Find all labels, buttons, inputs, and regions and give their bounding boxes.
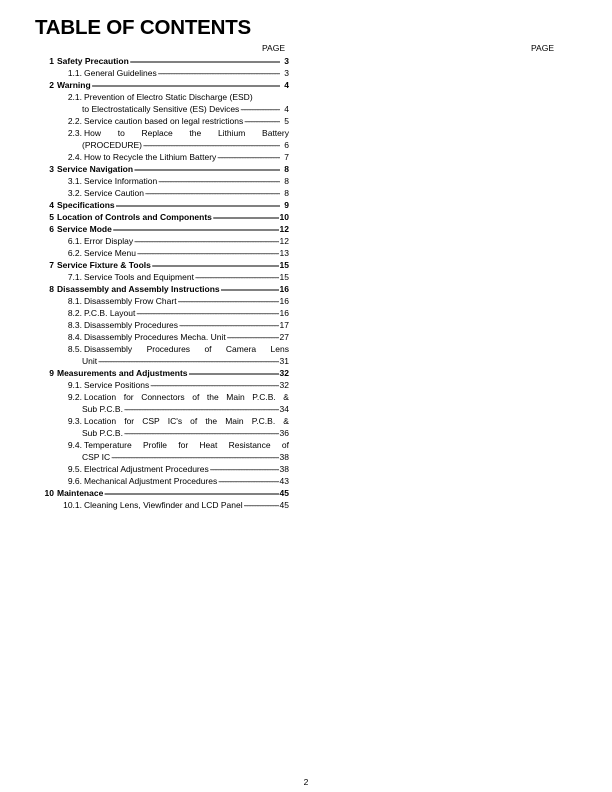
toc-entry-title: Error Display — [84, 236, 134, 246]
toc-entry-page: 34 — [279, 404, 289, 414]
toc-entry-number: 10.1. — [63, 500, 82, 510]
toc-entry-page: 16 — [279, 308, 289, 318]
dot-leader — [124, 427, 279, 439]
toc-entry-line — [84, 247, 289, 259]
toc-title-word: IC's — [167, 416, 183, 426]
dot-leader — [134, 163, 280, 175]
toc-entry-line — [57, 259, 289, 271]
toc-entry-line — [84, 331, 289, 343]
toc-title-word: the — [206, 392, 219, 402]
toc-title-word: Replace — [141, 128, 173, 138]
toc-title-word: Connectors — [141, 392, 185, 402]
toc-entry-page: 4 — [284, 80, 289, 90]
toc-entry[interactable] — [0, 211, 612, 223]
dot-leader — [158, 67, 280, 79]
toc-entry-line — [84, 271, 289, 283]
toc-entry-line — [84, 307, 289, 319]
toc-entry-title: Disassembly Procedures Mecha. Unit — [84, 332, 226, 342]
dot-leader — [134, 235, 278, 247]
toc-entry[interactable] — [0, 307, 612, 319]
toc-entry-title: Disassembly Frow Chart — [84, 296, 177, 306]
toc-title-word: to — [117, 128, 125, 138]
toc-entry-line — [82, 403, 289, 415]
toc-entry-number: 1 — [49, 56, 54, 66]
toc-entry-title: Cleaning Lens, Viewfinder and LCD Panel — [84, 500, 243, 510]
toc-entry-line — [84, 115, 289, 127]
toc-title-word: of — [192, 392, 200, 402]
dot-leader — [158, 175, 280, 187]
dot-leader — [145, 187, 280, 199]
toc-entry-page: 3 — [284, 56, 289, 66]
toc-title-word: of — [204, 344, 212, 354]
toc-entry[interactable] — [0, 391, 612, 403]
toc-entry-line — [84, 319, 289, 331]
dot-leader — [116, 199, 280, 211]
dot-leader — [217, 151, 280, 163]
toc-entry-page: 38 — [279, 464, 289, 474]
toc-entry-page: 3 — [284, 68, 289, 78]
toc-entry-line — [82, 451, 289, 463]
toc-entry-title: Service Fixture & Tools — [57, 260, 151, 270]
toc-entry-number: 1.1. — [67, 68, 82, 78]
toc-entry[interactable] — [0, 139, 612, 151]
toc-entry-number: 4 — [49, 200, 54, 210]
toc-entry-line — [57, 199, 289, 211]
toc-entry[interactable] — [0, 343, 612, 355]
toc-entry-line — [84, 67, 289, 79]
toc-entry-line — [82, 355, 289, 367]
toc-entry-number: 7.1. — [67, 272, 82, 282]
toc-entry-title: Service Information — [84, 176, 158, 186]
toc-entry-title: Measurements and Adjustments — [57, 368, 188, 378]
toc-entry[interactable] — [0, 379, 612, 391]
dot-leader — [104, 487, 278, 499]
toc-entry[interactable] — [0, 271, 612, 283]
toc-entry-number: 2 — [49, 80, 54, 90]
toc-entry[interactable] — [0, 223, 612, 235]
toc-entry-title — [84, 415, 289, 427]
toc-entry-line — [84, 175, 289, 187]
toc-entry-page: 7 — [284, 152, 289, 162]
toc-entry-line — [57, 211, 289, 223]
toc-title-word: Lithium — [217, 128, 246, 138]
toc-title-word: Heat — [199, 440, 218, 450]
toc-entry-number: 7 — [49, 260, 54, 270]
toc-title-word: P.C.B. — [251, 416, 276, 426]
toc-entry-page: 16 — [279, 284, 289, 294]
toc-entry[interactable] — [0, 403, 612, 415]
toc-entry-line — [84, 379, 289, 391]
toc-entry[interactable] — [0, 79, 612, 91]
dot-leader — [124, 403, 279, 415]
toc-entry-number: 2.3. — [67, 128, 82, 138]
toc-entry-line — [57, 283, 289, 295]
toc-title-word: for — [124, 416, 135, 426]
toc-title-word: Main — [225, 416, 244, 426]
toc-entry-page: 36 — [279, 428, 289, 438]
toc-entry-number: 9.6. — [67, 476, 82, 486]
toc-title-word: Camera — [225, 344, 257, 354]
toc-entry-number: 6.1. — [67, 236, 82, 246]
toc-entry-line — [57, 163, 289, 175]
toc-entry-title — [84, 439, 289, 451]
dot-leader — [221, 283, 279, 295]
toc-entry-title: Disassembly and Assembly Instructions — [57, 284, 220, 294]
toc-title-word: Main — [226, 392, 245, 402]
dot-leader — [150, 379, 278, 391]
page-column-heading-left: PAGE — [262, 43, 285, 53]
toc-entry[interactable] — [0, 151, 612, 163]
toc-entry-number: 3.2. — [67, 188, 82, 198]
toc-entry[interactable] — [0, 283, 612, 295]
toc-entry[interactable] — [0, 355, 612, 367]
dot-leader — [227, 331, 279, 343]
dot-leader — [152, 259, 279, 271]
toc-entry[interactable] — [0, 295, 612, 307]
toc-entry-page: 6 — [284, 140, 289, 150]
toc-entry-title: (PROCEDURE) — [82, 140, 142, 150]
toc-entry-page: 10 — [279, 212, 289, 222]
toc-entry-title: Sub P.C.B. — [82, 404, 123, 414]
toc-entry-title: Service Mode — [57, 224, 112, 234]
toc-entry[interactable] — [0, 319, 612, 331]
toc-entry-line — [82, 103, 289, 115]
toc-title-word: Location — [84, 416, 117, 426]
toc-entry-title: Safety Precaution — [57, 56, 129, 66]
toc-title-word: Lens — [270, 344, 289, 354]
toc-title-word: Procedures — [146, 344, 191, 354]
toc-entry[interactable] — [0, 127, 612, 139]
toc-entry-page: 17 — [279, 320, 289, 330]
toc-title-word: Resistance — [228, 440, 271, 450]
toc-entry-title: Service caution based on legal restrictions — [84, 116, 244, 126]
page-number: 2 — [303, 777, 309, 787]
toc-entry-page: 8 — [284, 188, 289, 198]
dot-leader — [195, 271, 279, 283]
toc-title-word: for — [123, 392, 134, 402]
toc-entry-page: 8 — [284, 176, 289, 186]
toc-title-word: Disassembly — [84, 344, 133, 354]
toc-entry-title: Location of Controls and Components — [57, 212, 212, 222]
toc-entry-number: 8.2. — [67, 308, 82, 318]
toc-entry-line — [84, 91, 289, 103]
toc-entry-title: Specifications — [57, 200, 115, 210]
toc-entry-page: 32 — [279, 368, 289, 378]
toc-title-word: & — [283, 416, 289, 426]
toc-entry[interactable] — [0, 235, 612, 247]
dot-leader — [111, 451, 278, 463]
toc-entry-title: Service Menu — [84, 248, 136, 258]
toc-entry-page: 15 — [279, 272, 289, 282]
toc-entry-number: 5 — [49, 212, 54, 222]
toc-entry-page: 12 — [279, 224, 289, 234]
dot-leader — [213, 211, 279, 223]
dot-leader — [179, 319, 279, 331]
toc-entry-title: Maintenace — [57, 488, 104, 498]
dot-leader — [137, 247, 279, 259]
toc-entry-page: 15 — [279, 260, 289, 270]
toc-entry-page: 5 — [284, 116, 289, 126]
toc-entry-title: Warning — [57, 80, 91, 90]
toc-entry-title: Mechanical Adjustment Procedures — [84, 476, 218, 486]
toc-entry-number: 9.3. — [67, 416, 82, 426]
toc-entry[interactable] — [0, 163, 612, 175]
toc-title-word: How — [84, 128, 102, 138]
toc-entry-number: 9.2. — [67, 392, 82, 402]
toc-title-word: P.C.B. — [252, 392, 276, 402]
toc-entry-title — [84, 391, 289, 403]
toc-entry-title — [84, 127, 289, 139]
toc-entry-title: Electrical Adjustment Procedures — [84, 464, 209, 474]
dot-leader — [92, 79, 280, 91]
toc-entry-title: How to Recycle the Lithium Battery — [84, 152, 217, 162]
toc-entry-title: Service Navigation — [57, 164, 134, 174]
toc-entry[interactable] — [0, 259, 612, 271]
toc-entry-number: 8.3. — [67, 320, 82, 330]
toc-entry[interactable] — [0, 367, 612, 379]
toc-entry-number: 2.2. — [67, 116, 82, 126]
dot-leader — [113, 223, 279, 235]
page-title: TABLE OF CONTENTS — [35, 16, 252, 39]
toc-entry-number: 8 — [49, 284, 54, 294]
toc-entry[interactable] — [0, 247, 612, 259]
toc-entry-line — [57, 55, 289, 67]
toc-entry[interactable] — [0, 499, 612, 511]
toc-entry-title: Sub P.C.B. — [82, 428, 123, 438]
toc-entry[interactable] — [0, 67, 612, 79]
toc-entry[interactable] — [0, 463, 612, 475]
toc-entry-number: 8.4. — [67, 332, 82, 342]
toc-title-word: Location — [84, 392, 117, 402]
dot-leader — [136, 307, 278, 319]
toc-entry-number: 2.4. — [67, 152, 82, 162]
toc-entry-number: 3 — [49, 164, 54, 174]
toc-entry-title — [84, 343, 289, 355]
toc-title-word: the — [205, 416, 218, 426]
toc-entry-page: 43 — [279, 476, 289, 486]
toc-entry-page: 31 — [279, 356, 289, 366]
toc-entry-page: 45 — [279, 488, 289, 498]
toc-entry-page: 12 — [279, 236, 289, 246]
dot-leader — [244, 115, 280, 127]
toc-title-word: Temperature — [84, 440, 132, 450]
dot-leader — [210, 463, 279, 475]
toc-entry[interactable] — [0, 55, 612, 67]
toc-entry-line — [84, 187, 289, 199]
toc-entry-page: 13 — [279, 248, 289, 258]
toc-entry[interactable] — [0, 439, 612, 451]
toc-entry[interactable] — [0, 475, 612, 487]
toc-entry[interactable] — [0, 103, 612, 115]
dot-leader — [189, 367, 279, 379]
toc-entry[interactable] — [0, 415, 612, 427]
page-column-heading-right: PAGE — [531, 43, 554, 53]
toc-entry[interactable] — [0, 115, 612, 127]
toc-entry[interactable] — [0, 187, 612, 199]
toc-title-word: Profile — [142, 440, 168, 450]
toc-entry-number: 2.1. — [67, 92, 82, 102]
dot-leader — [130, 55, 280, 67]
toc-entry[interactable] — [0, 91, 612, 103]
toc-entry-title: General Guidelines — [84, 68, 157, 78]
toc-entry-title: Service Positions — [84, 380, 150, 390]
toc-entry-number: 9.5. — [67, 464, 82, 474]
toc-entry-number: 8.1. — [67, 296, 82, 306]
toc-entry-page: 16 — [279, 296, 289, 306]
toc-entry-page: 8 — [284, 164, 289, 174]
toc-entry-line — [57, 487, 289, 499]
toc-entry-title: Prevention of Electro Static Discharge (ESD) — [84, 92, 253, 102]
toc-entry-title: Service Caution — [84, 188, 145, 198]
toc-entry-line — [84, 463, 289, 475]
toc-entry-page: 9 — [284, 200, 289, 210]
toc-entry-line — [57, 223, 289, 235]
toc-entry-line — [57, 79, 289, 91]
toc-entry-line — [84, 151, 289, 163]
table-of-contents — [0, 55, 612, 511]
toc-entry-title: CSP IC — [82, 452, 111, 462]
toc-entry[interactable] — [0, 199, 612, 211]
toc-entry-number: 9.4. — [67, 440, 82, 450]
toc-entry[interactable] — [0, 427, 612, 439]
toc-entry-number: 3.1. — [67, 176, 82, 186]
toc-title-word: for — [178, 440, 189, 450]
toc-entry-number: 9.1. — [67, 380, 82, 390]
toc-entry-title: Unit — [82, 356, 98, 366]
toc-entry-page: 32 — [279, 380, 289, 390]
toc-entry-title: Service Tools and Equipment — [84, 272, 194, 282]
toc-title-word: CSP — [142, 416, 160, 426]
toc-title-word: & — [283, 392, 289, 402]
toc-entry-number: 8.5. — [67, 344, 82, 354]
toc-entry-line — [82, 139, 289, 151]
toc-entry[interactable] — [0, 175, 612, 187]
toc-entry-line — [84, 499, 289, 511]
toc-entry-number: 6 — [49, 224, 54, 234]
toc-entry[interactable] — [0, 331, 612, 343]
toc-entry-page: 27 — [279, 332, 289, 342]
toc-title-word: of — [190, 416, 198, 426]
toc-entry-line — [84, 295, 289, 307]
toc-entry-number: 9 — [49, 368, 54, 378]
toc-entry-page: 45 — [279, 500, 289, 510]
toc-entry-number: 6.2. — [67, 248, 82, 258]
toc-title-word: Battery — [262, 128, 289, 138]
dot-leader — [143, 139, 280, 151]
toc-entry-line — [84, 475, 289, 487]
dot-leader — [178, 295, 279, 307]
dot-leader — [218, 475, 278, 487]
toc-entry-page: 38 — [279, 452, 289, 462]
dot-leader — [98, 355, 278, 367]
toc-title-word: of — [281, 440, 289, 450]
toc-entry-number: 10 — [44, 488, 54, 498]
toc-entry-title: Disassembly Procedures — [84, 320, 179, 330]
dot-leader — [240, 103, 280, 115]
toc-entry-title: to Electrostatically Sensitive (ES) Devices — [82, 104, 240, 114]
toc-title-word: the — [189, 128, 202, 138]
toc-entry-line — [84, 235, 289, 247]
toc-entry-line — [57, 367, 289, 379]
toc-entry[interactable] — [0, 451, 612, 463]
dot-leader — [244, 499, 279, 511]
toc-entry-page: 4 — [284, 104, 289, 114]
toc-entry-title: P.C.B. Layout — [84, 308, 136, 318]
toc-entry[interactable] — [0, 487, 612, 499]
toc-entry-line — [82, 427, 289, 439]
